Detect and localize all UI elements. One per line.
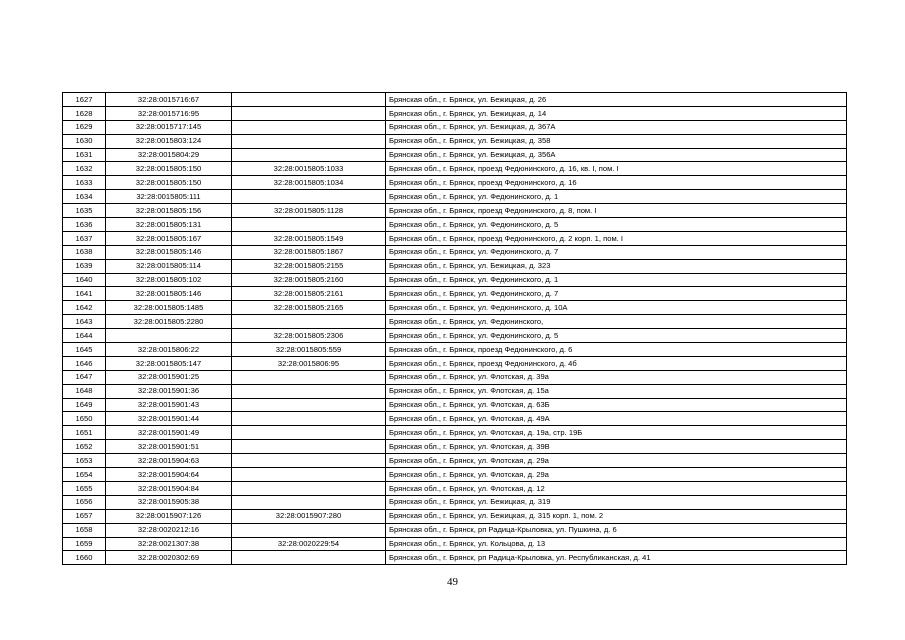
cadastral-number-cell: 32:28:0015716:67 [106,93,232,107]
address-cell: Брянская обл., г. Брянск, ул. Бежицкая, д. 26 [386,93,847,107]
table-row [63,537,847,551]
row-number-cell: 1637 [63,231,106,245]
row-number-cell: 1634 [63,190,106,204]
object-cadastral-number-cell [232,120,386,134]
cadastral-number-cell: 32:28:0015904:84 [106,481,232,495]
cadastral-number-cell: 32:28:0015901:43 [106,398,232,412]
row-number-cell: 1642 [63,301,106,315]
row-number-cell: 1648 [63,384,106,398]
table-row [63,176,847,190]
row-number-cell: 1630 [63,134,106,148]
table-row [63,259,847,273]
cadastral-number-cell: 32:28:0015805:111 [106,190,232,204]
object-cadastral-number-cell: 32:28:0015805:2160 [232,273,386,287]
row-number-cell: 1632 [63,162,106,176]
address-cell: Брянская обл., г. Брянск, ул. Бежицкая, д. 356А [386,148,847,162]
address-cell: Брянская обл., г. Брянск, проезд Федюнинского, д. 6 [386,343,847,357]
cadastral-number-cell: 32:28:0015805:167 [106,231,232,245]
address-cell: Брянская обл., г. Брянск, ул. Федюнинского, д. 5 [386,329,847,343]
cadastral-number-cell: 32:28:0015901:49 [106,426,232,440]
cadastral-number-cell: 32:28:0015803:124 [106,134,232,148]
registry-table-body [63,93,847,565]
address-cell: Брянская обл., г. Брянск, ул. Флотская, д. 63Б [386,398,847,412]
cadastral-number-cell: 32:28:0015805:146 [106,245,232,259]
address-cell: Брянская обл., г. Брянск, рп Радица-Крыловка, ул. Пушкина, д. 6 [386,523,847,537]
cadastral-number-cell: 32:28:0015805:1485 [106,301,232,315]
row-number-cell: 1627 [63,93,106,107]
object-cadastral-number-cell [232,454,386,468]
cadastral-number-cell: 32:28:0015901:36 [106,384,232,398]
row-number-cell: 1631 [63,148,106,162]
object-cadastral-number-cell: 32:28:0020229:54 [232,537,386,551]
address-cell: Брянская обл., г. Брянск, ул. Бежицкая, д. 14 [386,106,847,120]
object-cadastral-number-cell [232,148,386,162]
table-row [63,398,847,412]
table-row [63,148,847,162]
address-cell: Брянская обл., г. Брянск, проезд Федюнинского, д. 8, пом. I [386,204,847,218]
table-row [63,231,847,245]
cadastral-number-cell: 32:28:0015805:2280 [106,315,232,329]
cadastral-number-cell: 32:28:0015901:25 [106,370,232,384]
object-cadastral-number-cell: 32:28:0015805:2161 [232,287,386,301]
object-cadastral-number-cell [232,398,386,412]
address-cell: Брянская обл., г. Брянск, ул. Федюнинского, д. 7 [386,245,847,259]
cadastral-number-cell: 32:28:0015805:150 [106,162,232,176]
table-row [63,218,847,232]
row-number-cell: 1650 [63,412,106,426]
address-cell: Брянская обл., г. Брянск, ул. Федюнинского, д. 7 [386,287,847,301]
object-cadastral-number-cell [232,551,386,565]
address-cell: Брянская обл., г. Брянск, проезд Федюнинского, д. 16, кв. I, пом. I [386,162,847,176]
cadastral-number-cell: 32:28:0015905:38 [106,495,232,509]
address-cell: Брянская обл., г. Брянск, ул. Бежицкая, д. 367А [386,120,847,134]
address-cell: Брянская обл., г. Брянск, ул. Федюнинского, д. 10А [386,301,847,315]
table-row [63,523,847,537]
object-cadastral-number-cell: 32:28:0015805:2306 [232,329,386,343]
address-cell: Брянская обл., г. Брянск, ул. Бежицкая, д. 358 [386,134,847,148]
row-number-cell: 1633 [63,176,106,190]
row-number-cell: 1628 [63,106,106,120]
table-row [63,93,847,107]
address-cell: Брянская обл., г. Брянск, ул. Бежицкая, д. 319 [386,495,847,509]
table-row [63,287,847,301]
cadastral-number-cell: 32:28:0015805:131 [106,218,232,232]
object-cadastral-number-cell: 32:28:0015805:1034 [232,176,386,190]
object-cadastral-number-cell: 32:28:0015907:280 [232,509,386,523]
address-cell: Брянская обл., г. Брянск, ул. Флотская, д. 19а, стр. 19Б [386,426,847,440]
table-row [63,454,847,468]
cadastral-number-cell: 32:28:0015805:114 [106,259,232,273]
table-row [63,245,847,259]
object-cadastral-number-cell: 32:28:0015805:2165 [232,301,386,315]
object-cadastral-number-cell: 32:28:0015805:1033 [232,162,386,176]
row-number-cell: 1647 [63,370,106,384]
object-cadastral-number-cell [232,412,386,426]
row-number-cell: 1629 [63,120,106,134]
table-row [63,370,847,384]
address-cell: Брянская обл., г. Брянск, проезд Федюнинского, д. 2 корп. 1, пом. I [386,231,847,245]
cadastral-number-cell: 32:28:0015907:126 [106,509,232,523]
row-number-cell: 1639 [63,259,106,273]
row-number-cell: 1654 [63,468,106,482]
object-cadastral-number-cell [232,523,386,537]
address-cell: Брянская обл., г. Брянск, ул. Федюнинского, д. 5 [386,218,847,232]
object-cadastral-number-cell [232,93,386,107]
address-cell: Брянская обл., г. Брянск, ул. Федюнинского, д. 1 [386,273,847,287]
cadastral-number-cell: 32:28:0020212:16 [106,523,232,537]
row-number-cell: 1640 [63,273,106,287]
row-number-cell: 1660 [63,551,106,565]
address-cell: Брянская обл., г. Брянск, ул. Бежицкая, д. 315 корп. 1, пом. 2 [386,509,847,523]
table-row [63,440,847,454]
address-cell: Брянская обл., г. Брянск, ул. Флотская, д. 39а [386,370,847,384]
table-row [63,343,847,357]
row-number-cell: 1653 [63,454,106,468]
cadastral-number-cell: 32:28:0021307:38 [106,537,232,551]
object-cadastral-number-cell [232,495,386,509]
object-cadastral-number-cell [232,481,386,495]
address-cell: Брянская обл., г. Брянск, ул. Кольцова, д. 13 [386,537,847,551]
table-row [63,301,847,315]
cadastral-number-cell: 32:28:0015904:64 [106,468,232,482]
cadastral-number-cell: 32:28:0020302:69 [106,551,232,565]
address-cell: Брянская обл., г. Брянск, ул. Флотская, д. 49А [386,412,847,426]
object-cadastral-number-cell [232,315,386,329]
table-row [63,190,847,204]
table-row [63,412,847,426]
object-cadastral-number-cell [232,134,386,148]
cadastral-number-cell: 32:28:0015805:146 [106,287,232,301]
address-cell: Брянская обл., г. Брянск, ул. Федюнинского, д. 1 [386,190,847,204]
table-row [63,315,847,329]
row-number-cell: 1656 [63,495,106,509]
cadastral-number-cell: 32:28:0015904:63 [106,454,232,468]
row-number-cell: 1652 [63,440,106,454]
cadastral-number-cell: 32:28:0015901:51 [106,440,232,454]
row-number-cell: 1655 [63,481,106,495]
object-cadastral-number-cell: 32:28:0015805:1128 [232,204,386,218]
row-number-cell: 1651 [63,426,106,440]
cadastral-number-cell: 32:28:0015717:145 [106,120,232,134]
address-cell: Брянская обл., г. Брянск, проезд Федюнинского, д. 4б [386,356,847,370]
cadastral-number-cell: 32:28:0015805:102 [106,273,232,287]
object-cadastral-number-cell [232,384,386,398]
row-number-cell: 1646 [63,356,106,370]
cadastral-number-cell [106,329,232,343]
table-row [63,509,847,523]
registry-table [62,92,847,565]
object-cadastral-number-cell: 32:28:0015805:1549 [232,231,386,245]
object-cadastral-number-cell: 32:28:0015805:559 [232,343,386,357]
address-cell: Брянская обл., г. Брянск, проезд Федюнинского, д. 16 [386,176,847,190]
table-row [63,426,847,440]
object-cadastral-number-cell: 32:28:0015806:95 [232,356,386,370]
cadastral-number-cell: 32:28:0015805:156 [106,204,232,218]
address-cell: Брянская обл., г. Брянск, ул. Федюнинского, [386,315,847,329]
page-number: 49 [447,576,458,588]
row-number-cell: 1635 [63,204,106,218]
address-cell: Брянская обл., г. Брянск, ул. Флотская, д. 15а [386,384,847,398]
table-row [63,384,847,398]
table-row [63,356,847,370]
row-number-cell: 1659 [63,537,106,551]
row-number-cell: 1638 [63,245,106,259]
cadastral-number-cell: 32:28:0015716:95 [106,106,232,120]
cadastral-number-cell: 32:28:0015805:147 [106,356,232,370]
cadastral-number-cell: 32:28:0015804:29 [106,148,232,162]
cadastral-number-cell: 32:28:0015901:44 [106,412,232,426]
address-cell: Брянская обл., г. Брянск, рп Радица-Крыловка, ул. Республиканская, д. 41 [386,551,847,565]
row-number-cell: 1649 [63,398,106,412]
object-cadastral-number-cell [232,370,386,384]
row-number-cell: 1643 [63,315,106,329]
cadastral-number-cell: 32:28:0015805:150 [106,176,232,190]
row-number-cell: 1641 [63,287,106,301]
table-row [63,106,847,120]
object-cadastral-number-cell: 32:28:0015805:2155 [232,259,386,273]
row-number-cell: 1658 [63,523,106,537]
table-row [63,134,847,148]
row-number-cell: 1636 [63,218,106,232]
address-cell: Брянская обл., г. Брянск, ул. Флотская, д. 29а [386,468,847,482]
address-cell: Брянская обл., г. Брянск, ул. Флотская, д. 29а [386,454,847,468]
address-cell: Брянская обл., г. Брянск, ул. Флотская, д. 39В [386,440,847,454]
row-number-cell: 1644 [63,329,106,343]
table-row [63,495,847,509]
address-cell: Брянская обл., г. Брянск, ул. Бежицкая, д. 323 [386,259,847,273]
table-row [63,273,847,287]
object-cadastral-number-cell [232,426,386,440]
cadastral-number-cell: 32:28:0015806:22 [106,343,232,357]
object-cadastral-number-cell [232,106,386,120]
address-cell: Брянская обл., г. Брянск, ул. Флотская, д. 12 [386,481,847,495]
object-cadastral-number-cell [232,468,386,482]
table-row [63,162,847,176]
table-row [63,204,847,218]
object-cadastral-number-cell: 32:28:0015805:1867 [232,245,386,259]
object-cadastral-number-cell [232,190,386,204]
object-cadastral-number-cell [232,218,386,232]
row-number-cell: 1657 [63,509,106,523]
table-row [63,551,847,565]
object-cadastral-number-cell [232,440,386,454]
table-row [63,481,847,495]
table-row [63,329,847,343]
row-number-cell: 1645 [63,343,106,357]
table-row [63,120,847,134]
table-row [63,468,847,482]
